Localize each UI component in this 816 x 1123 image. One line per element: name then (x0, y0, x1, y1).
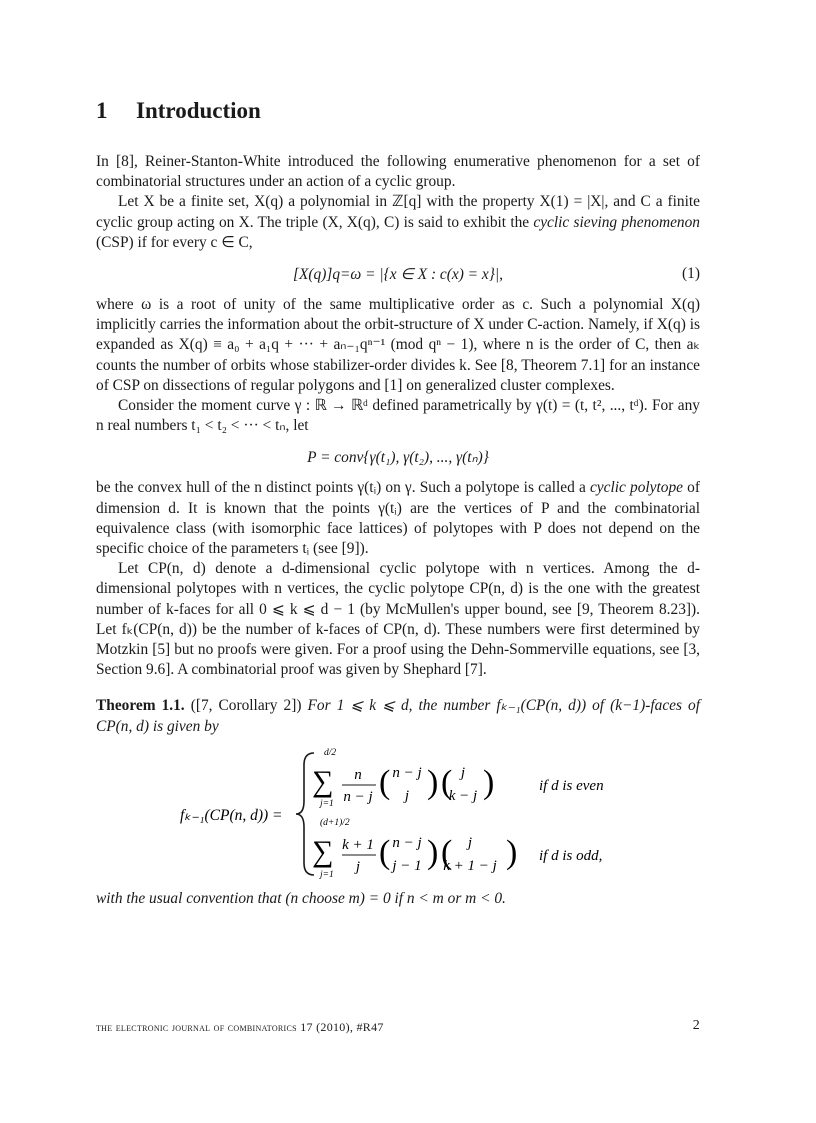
paragraph-face-numbers: Let CP(n, d) denote a d-dimensional cyclic polytope with n vertices. Among the d-dimensional polytopes with n vertices, the cyclic polytope CP(n, d) is the one with the greatest number of k-faces for all 0 ⩽ k ⩽ d − 1 (by McMullen's upper bound, see [9, Theorem 8.23]). Let fₖ(CP(n, d)) be the number of k-faces of CP(n, d). These numbers were first determined by Motzkin [5] but no proofs were given. For a proof using the Dehn-Sommerville equations, see [3, Section 9.6]. A combinatorial proof was given by Shephard [7]. (96, 560, 700, 679)
case2-b2-top: j (467, 834, 473, 851)
page-number: 2 (692, 1018, 700, 1033)
theorem-body: For 1 ⩽ k ⩽ d, the number fₖ₋₁(CP(n, d)) of (k−1)-faces of CP(n, d) is given by (96, 697, 700, 735)
case1-condition: if d is even (539, 777, 604, 794)
case1-b2-open-paren: ( (441, 763, 453, 801)
case2-frac-num: k + 1 (342, 836, 374, 853)
paragraph-orbit-structure: where ω is a root of unity of the same multiplicative order as c. Such a polynomial X(q) implicitly carries the information about the orbit-structure of X under C-action. Namely, if X(q) is expanded as X(q) ≡ a₀ + a₁q + ··· + aₙ₋₁qⁿ⁻¹ (mod qⁿ − 1), where n is the order of C, then aₖ counts the number of orbits whose stabilizer-order divides k. See [8, Theorem 7.1] for an instance of CSP on dissections of regular polygons and [1] on generalized cluster complexes. (96, 296, 700, 394)
paragraph-cyclic-polytope: be the convex hull of the n distinct points γ(tᵢ) on γ. Such a polytope is called a cyclic polytope of dimension d. It is known that the points γ(tᵢ) are the vertices of P and the combinatorial equivalence class (with isomorphic face lattices) of polytopes with P does not depend on the specific choice of the parameters tᵢ (see [9]). (96, 479, 700, 558)
paragraph-moment-curve: Consider the moment curve γ : ℝ → ℝᵈ defined parametrically by γ(t) = (t, t², ..., tᵈ). For any n real numbers t₁ < t₂ < ··· < tₙ, let (96, 397, 700, 435)
theorem-convention: with the usual convention that (n choose m) = 0 if n < m or m < 0. (96, 889, 506, 907)
formula-lhs: fₖ₋₁(CP(n, d)) = (180, 806, 283, 824)
case2-b1-open-paren: ( (379, 833, 391, 871)
case1-sum-lower: j=1 (320, 798, 334, 809)
case2-b2-open-paren: ( (441, 833, 453, 871)
case1-b1-top: n − j (392, 764, 422, 781)
case1-b2-top: j (460, 764, 466, 781)
case1-b1-open-paren: ( (379, 763, 391, 801)
section-heading (96, 96, 700, 126)
case1-b1-bot: j (404, 787, 410, 804)
case1-b2-bot: k − j (448, 787, 478, 804)
paragraph-intro: In [8], Reiner-Stanton-White introduced the following enumerative phenomenon for a set of combinatorial structures under an action of a cyclic group. (96, 153, 700, 191)
case2-b1-close-paren: ) (427, 833, 439, 871)
case2-sum-upper: (d+1)/2 (320, 817, 350, 828)
case2-frac-den: j (355, 858, 361, 875)
formula-graphic (96, 743, 700, 885)
section-number: 1 (96, 98, 108, 123)
case2-b1-top: n − j (392, 834, 422, 851)
case1-sum-upper: d/2 (324, 747, 337, 758)
theorem-statement (96, 696, 700, 736)
case2-b1-bot: j − 1 (392, 857, 422, 874)
equation-number: (1) (682, 265, 700, 283)
paragraph-csp-definition: Let X be a finite set, X(q) a polynomial in ℤ[q] with the property X(1) = |X|, and C a finite cyclic group acting on X. The triple (X, X(q), C) is said to exhibit the cyclic sieving phenomenon (CSP) if for every c ∈ C, (96, 193, 700, 251)
case1-b1-close-paren: ) (427, 763, 439, 801)
theorem-citation: ([7, Corollary 2]) (190, 697, 302, 715)
equation-convex-hull (96, 436, 700, 478)
case1-b2-close-paren: ) (483, 763, 495, 801)
equation-1 (96, 253, 700, 295)
equation-1-body: [X(q)]q=ω = |{x ∈ X : c(x) = x}|, (293, 265, 503, 283)
equation-convex-hull-body: P = conv{γ(t₁), γ(t₂), ..., γ(tₙ)} (307, 448, 489, 466)
case2-b2-close-paren: ) (506, 833, 518, 871)
section-title: Introduction (136, 98, 261, 123)
paper-page (96, 96, 700, 909)
theorem-label: Theorem 1.1. (96, 697, 185, 715)
page-footer (96, 1018, 700, 1038)
journal-citation: the electronic journal of combinatorics 17 (2010), #R47 (96, 1020, 384, 1034)
term-cyclic-polytope: cyclic polytope (589, 479, 683, 497)
case2-sum-sign: ∑ (312, 834, 334, 868)
case1-sum-sign: ∑ (312, 764, 334, 798)
case1-frac-num: n (354, 766, 362, 783)
theorem-formula (96, 743, 700, 885)
case2-sum-lower: j=1 (320, 869, 334, 880)
case2-b2-bot: k + 1 − j (443, 857, 497, 874)
case2-condition: if d is odd, (539, 847, 603, 864)
case1-frac-den: n − j (343, 788, 373, 805)
term-cyclic-sieving: cyclic sieving phenomenon (533, 213, 700, 231)
